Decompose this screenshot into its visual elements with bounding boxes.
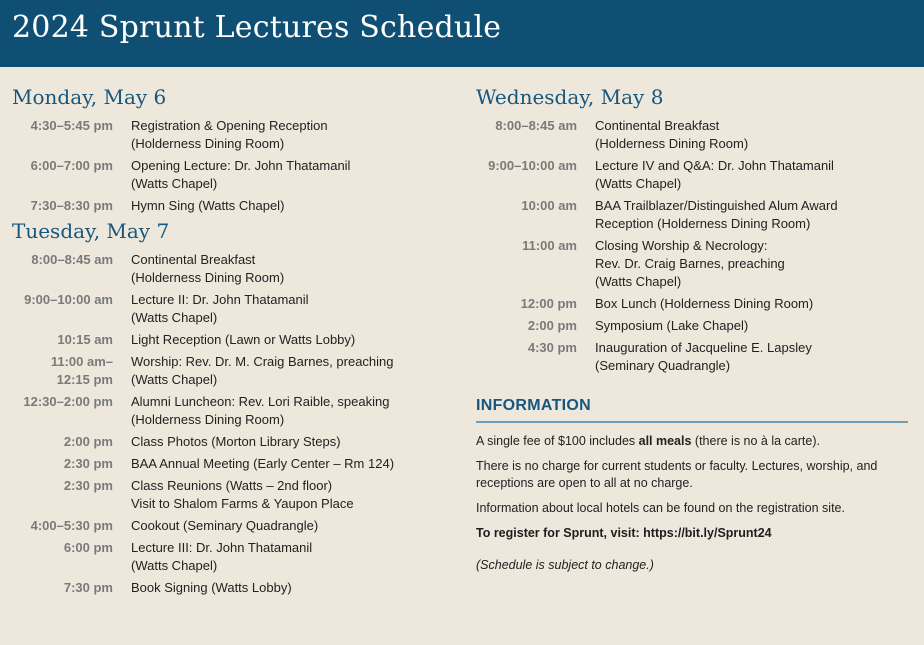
event-description: Registration & Opening Reception (Holderness Dining Room) xyxy=(131,118,328,151)
information-divider xyxy=(476,421,908,423)
schedule-row xyxy=(12,251,452,287)
event-description: Lecture III: Dr. John Thatamanil (Watts Chapel) xyxy=(131,540,313,573)
schedule-row xyxy=(12,517,452,535)
schedule-row xyxy=(476,295,910,313)
event-time: 8:00–8:45 am xyxy=(31,252,113,267)
event-description: Lecture II: Dr. John Thatamanil (Watts Chapel) xyxy=(131,292,309,325)
event-description: Worship: Rev. Dr. M. Craig Barnes, preaching (Watts Chapel) xyxy=(131,354,394,387)
event-time: 6:00 pm xyxy=(63,540,113,555)
event-time: 2:00 pm xyxy=(63,434,113,449)
event-time: 9:00–10:00 am xyxy=(24,292,113,307)
event-description: Continental Breakfast (Holderness Dining Room) xyxy=(595,118,749,151)
event-description: Hymn Sing (Watts Chapel) xyxy=(131,198,285,213)
page-title: 2024 Sprunt Lectures Schedule xyxy=(12,10,502,45)
event-time: 11:00 am– 12:15 pm xyxy=(50,354,113,387)
schedule-row xyxy=(12,539,452,575)
event-time: 4:00–5:30 pm xyxy=(30,518,113,533)
students-text: There is no charge for current students or faculty. Lectures, worship, and receptions are open to all at no charge. xyxy=(476,459,878,490)
event-description: Class Photos (Morton Library Steps) xyxy=(131,434,341,449)
schedule-row xyxy=(476,237,910,291)
event-description: Symposium (Lake Chapel) xyxy=(595,318,749,333)
event-description: BAA Trailblazer/Distinguished Alum Award Reception (Holderness Dining Room) xyxy=(595,198,838,231)
event-time: 7:30 pm xyxy=(63,580,113,595)
schedule-row xyxy=(12,157,452,193)
day-heading-tuesday: Tuesday, May 7 xyxy=(12,219,170,243)
tuesday-schedule xyxy=(12,251,452,597)
day-heading-monday: Monday, May 6 xyxy=(12,85,167,109)
schedule-row xyxy=(476,317,910,335)
event-description: Book Signing (Watts Lobby) xyxy=(131,580,292,595)
event-time: 4:30 pm xyxy=(527,340,577,355)
event-time: 11:00 am xyxy=(522,238,577,253)
hotels-text: Information about local hotels can be found on the registration site. xyxy=(476,501,845,515)
schedule-row xyxy=(12,197,452,215)
event-time: 9:00–10:00 am xyxy=(488,158,577,173)
day-heading-wednesday: Wednesday, May 8 xyxy=(476,85,664,109)
left-column xyxy=(12,85,452,601)
event-description: Cookout (Seminary Quadrangle) xyxy=(131,518,319,533)
event-time: 12:00 pm xyxy=(520,296,577,311)
event-time: 8:00–8:45 am xyxy=(495,118,577,133)
event-time: 7:30–8:30 pm xyxy=(30,198,113,213)
event-time: 10:00 am xyxy=(521,198,577,213)
event-time: 4:30–5:45 pm xyxy=(30,118,113,133)
event-time: 2:30 pm xyxy=(63,456,113,471)
fee-text xyxy=(476,433,910,450)
schedule-row xyxy=(476,117,910,153)
schedule-row xyxy=(12,477,452,513)
event-description: Light Reception (Lawn or Watts Lobby) xyxy=(131,332,356,347)
event-time: 2:30 pm xyxy=(63,478,113,493)
schedule-row xyxy=(12,353,452,389)
title-banner xyxy=(0,0,924,67)
register-text: To register for Sprunt, visit: https://bit.ly/Sprunt24 xyxy=(476,526,772,540)
fee-text-end: (there is no à la carte). xyxy=(691,434,820,448)
schedule-row xyxy=(476,339,910,375)
schedule-row xyxy=(12,331,452,349)
right-column xyxy=(476,85,910,572)
schedule-row xyxy=(12,291,452,327)
information-heading: INFORMATION xyxy=(476,397,591,414)
monday-schedule xyxy=(12,117,452,215)
event-description: Box Lunch (Holderness Dining Room) xyxy=(595,296,814,311)
schedule-row xyxy=(12,433,452,451)
event-description: Opening Lecture: Dr. John Thatamanil (Watts Chapel) xyxy=(131,158,351,191)
event-description: BAA Annual Meeting (Early Center – Rm 124) xyxy=(131,456,395,471)
event-description: Alumni Luncheon: Rev. Lori Raible, speaking (Holderness Dining Room) xyxy=(131,394,390,427)
schedule-note: (Schedule is subject to change.) xyxy=(476,558,654,572)
schedule-row xyxy=(476,197,910,233)
event-time: 6:00–7:00 pm xyxy=(30,158,113,173)
event-time: 2:00 pm xyxy=(527,318,577,333)
event-description: Continental Breakfast (Holderness Dining Room) xyxy=(131,252,285,285)
event-description: Inauguration of Jacqueline E. Lapsley (Seminary Quadrangle) xyxy=(595,340,812,373)
schedule-row xyxy=(12,455,452,473)
event-time: 12:30–2:00 pm xyxy=(23,394,113,409)
schedule-row xyxy=(12,117,452,153)
schedule-row xyxy=(476,157,910,193)
schedule-row xyxy=(12,393,452,429)
fee-text-bold: all meals xyxy=(638,434,692,448)
event-description: Closing Worship & Necrology: Rev. Dr. Craig Barnes, preaching (Watts Chapel) xyxy=(595,238,785,289)
event-time: 10:15 am xyxy=(57,332,113,347)
event-description: Class Reunions (Watts – 2nd floor) Visit to Shalom Farms & Yaupon Place xyxy=(131,478,354,511)
schedule-row xyxy=(12,579,452,597)
fee-text-start: A single fee of $100 includes xyxy=(476,434,639,448)
event-description: Lecture IV and Q&A: Dr. John Thatamanil (Watts Chapel) xyxy=(595,158,834,191)
wednesday-schedule xyxy=(476,117,910,375)
